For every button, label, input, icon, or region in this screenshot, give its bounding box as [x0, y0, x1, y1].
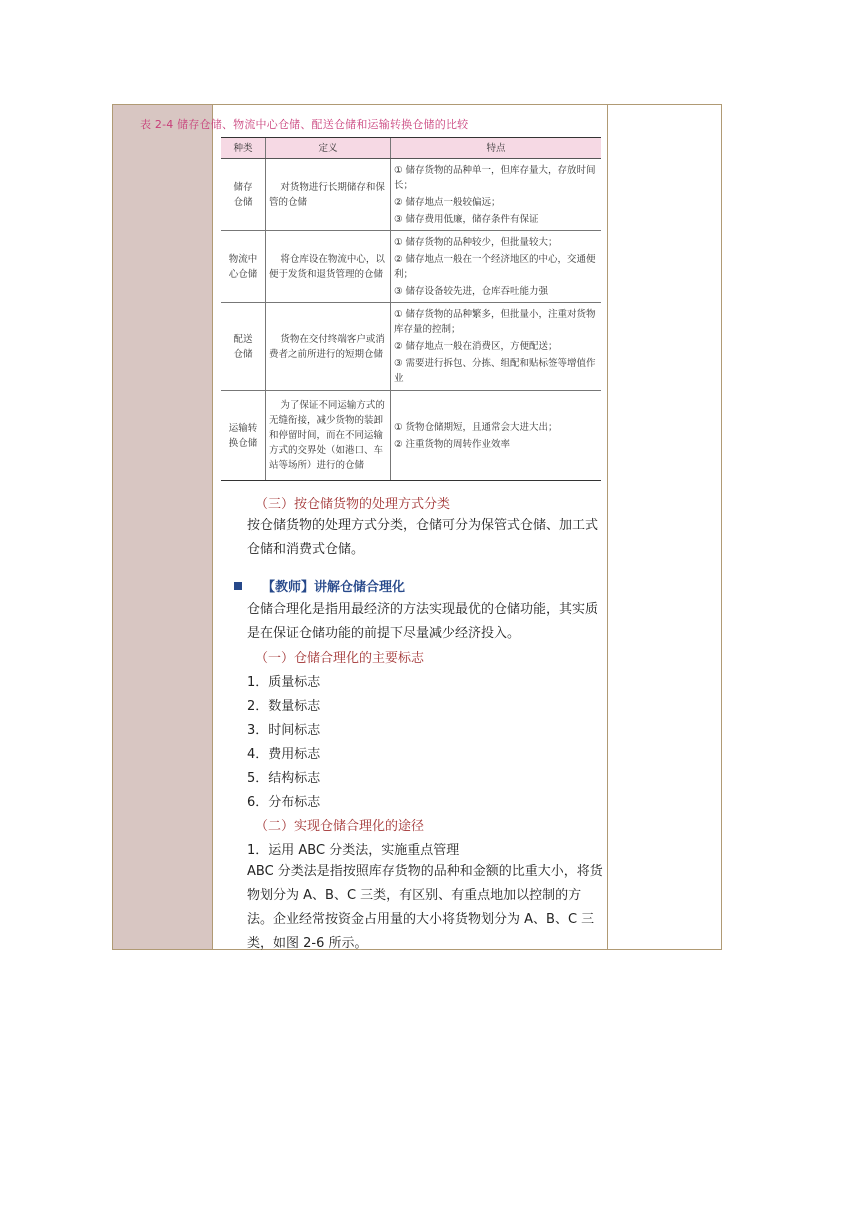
row-definition: 为了保证不同运输方式的无缝衔接，减少货物的装卸和停留时间，而在不同运输方式的交界处（如港口、车站等场所）进行的仓储: [266, 391, 391, 481]
table-row: [221, 303, 601, 391]
abc-text: [221, 860, 605, 956]
table-row: [221, 391, 601, 481]
feature-item: ② 储存地点一般较偏远；: [394, 196, 501, 208]
row-features: [391, 391, 602, 481]
feature-item: ① 货物仓储期短，且通常会大进大出；: [394, 421, 558, 433]
abc-title: 1．运用 ABC 分类法，实施重点管理: [247, 843, 460, 858]
teacher-heading: [234, 576, 405, 595]
row-kind: 配送 仓储: [221, 303, 266, 391]
feature-item: ② 注重货物的周转作业效率: [394, 438, 511, 450]
feature-item: ① 储存货物的品种单一，但库存量大，存放时间长；: [394, 164, 596, 191]
row-features: [391, 231, 602, 303]
table-header-row: [221, 138, 601, 159]
feature-item: ② 储存地点一般在一个经济地区的中心，交通便利；: [394, 253, 596, 280]
row-definition: 将仓库设在物流中心，以便于发货和退货管理的仓储: [266, 231, 391, 303]
list-item: 6．分布标志: [247, 795, 321, 810]
row-kind: 物流中 心仓储: [221, 231, 266, 303]
list-item: 3．时间标志: [247, 723, 321, 738]
section3-text: [221, 514, 605, 562]
teacher-title: 【教师】讲解仓储合理化: [262, 580, 406, 595]
header-definition: 定义: [266, 138, 391, 159]
left-column: [113, 105, 213, 949]
feature-item: ① 储存货物的品种较少，但批量较大；: [394, 236, 558, 248]
list-item: 4．费用标志: [247, 747, 321, 762]
row-kind: 运输转 换仓储: [221, 391, 266, 481]
sub2-title: （二）实现仓储合理化的途径: [255, 819, 425, 834]
comparison-table: [221, 137, 601, 481]
section3-paragraph: 按仓储货物的处理方式分类，仓储可分为保管式仓储、加工式仓储和消费式仓储。: [247, 518, 599, 557]
section3-title: （三）按仓储货物的处理方式分类: [255, 497, 451, 512]
row-features: [391, 303, 602, 391]
table-caption: 表 2-4 储存仓储、物流中心仓储、配送仓储和运输转换仓储的比较: [140, 118, 469, 131]
row-kind: 储存 仓储: [221, 159, 266, 231]
square-bullet-icon: [234, 582, 242, 590]
row-features: [391, 159, 602, 231]
list-item: 5．结构标志: [247, 771, 321, 786]
row-definition: 货物在交付终端客户或消费者之前所进行的短期仓储: [266, 303, 391, 391]
rational-text: [221, 598, 605, 646]
table-row: [221, 231, 601, 303]
feature-item: ① 储存货物的品种繁多，但批量小，注重对货物库存量的控制；: [394, 309, 596, 335]
feature-item: ③ 储存费用低廉，储存条件有保证: [394, 213, 539, 225]
list-item: 1．质量标志: [247, 675, 321, 690]
rational-paragraph: 仓储合理化是指用最经济的方法实现最优的仓储功能，其实质是在保证仓储功能的前提下尽量减少经济投入。: [247, 602, 599, 641]
right-column: [607, 105, 721, 949]
feature-item: ③ 需要进行拆包、分拣、组配和贴标签等增值作业: [394, 358, 596, 384]
list-item: 2．数量标志: [247, 699, 321, 714]
abc-paragraph: ABC 分类法是指按照库存货物的品种和金额的比重大小，将货物划分为 A、B、C 三类，有区别、有重点地加以控制的方法。企业经常按资金占用量的大小将货物划分为 A、B、C 三类，如图 2-6 所示。: [247, 864, 603, 951]
feature-item: ③ 储存设备较先进，仓库吞吐能力强: [394, 285, 549, 297]
table-row: [221, 159, 601, 231]
row-definition: 对货物进行长期储存和保管的仓储: [266, 159, 391, 231]
header-kind: 种类: [221, 138, 266, 159]
header-features: 特点: [391, 138, 602, 159]
sub1-title: （一）仓储合理化的主要标志: [255, 651, 425, 666]
feature-item: ② 储存地点一般在消费区，方便配送；: [394, 341, 558, 352]
